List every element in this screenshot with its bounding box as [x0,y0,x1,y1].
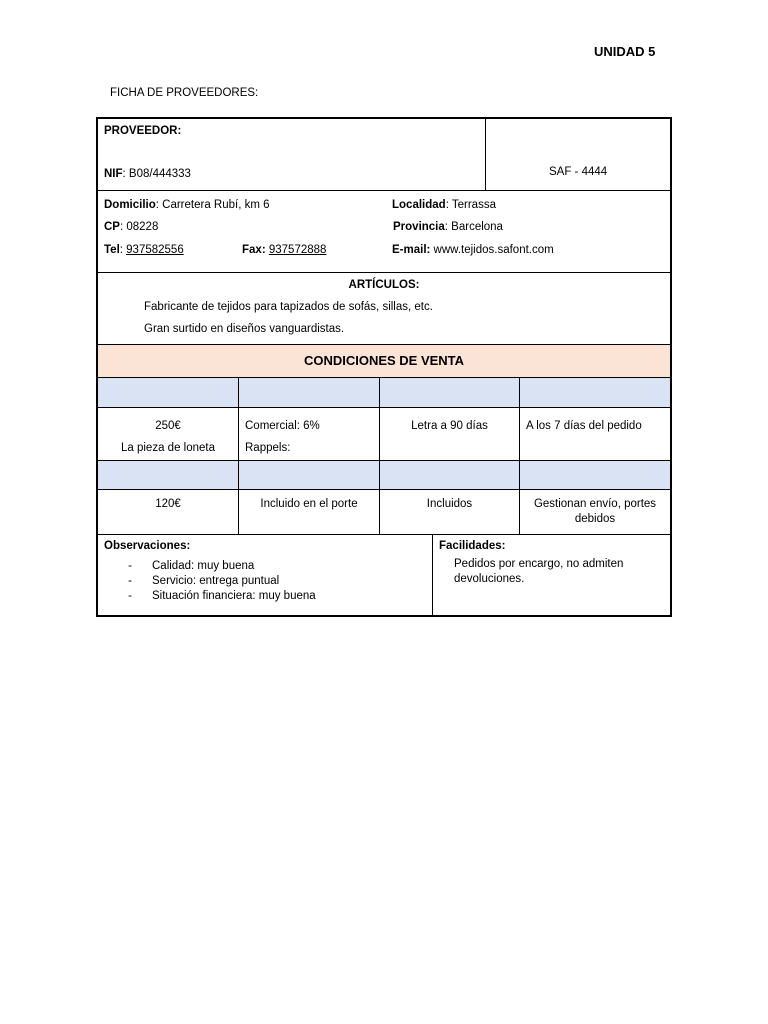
localidad-value: : Terrassa [445,199,496,211]
shipping-value: Gestionan envío, portes debidos [533,498,657,525]
payment-value: Letra a 90 días [411,420,488,432]
empty-cell [520,378,670,407]
empty-cell [239,461,380,489]
bullet-dash: - [128,590,132,602]
observation-text: Situación financiera: muy buena [152,590,316,602]
conditions-header-row-2 [98,461,670,490]
delivery-cell [520,408,670,460]
included-value: Incluidos [426,498,473,510]
observations-list [104,559,316,604]
price-note: La pieza de loneta [121,442,215,454]
list-item [104,574,316,589]
divider [432,535,433,615]
discount-rappels: Rappels: [245,442,291,454]
fax-label: Fax: [242,244,266,256]
observation-text: Servicio: entrega puntual [152,575,280,587]
empty-cell [239,378,380,407]
articles-row [98,273,670,345]
delivery-value: A los 7 días del pedido [526,420,642,432]
facilities-label: Facilidades: [439,540,506,552]
localidad-field [392,199,496,211]
tel-field [104,244,184,256]
tel-value: 937582556 [126,244,184,256]
conditions-row-1 [98,408,670,461]
empty-cell [98,461,239,489]
email-label: E-mail: [392,244,431,256]
list-item [104,589,316,604]
included-cell [380,490,520,534]
price-cell-text [98,415,238,459]
articles-label: ARTÍCULOS: [348,279,420,291]
discount-cell-text [239,415,379,459]
nif-label: NIF [104,168,123,180]
facilities-text: Pedidos por encargo, no admiten devoluciones. [454,558,624,585]
tel-separator: : [119,244,127,256]
nif-value: : B08/444333 [122,168,191,180]
notes-row [98,535,670,615]
transport-cell [239,490,380,534]
divider [485,119,486,190]
price-value: 120€ [155,498,181,510]
conditions-header-row-1 [98,378,670,408]
form-heading: FICHA DE PROVEEDORES: [110,87,259,99]
fax-value: 937572888 [268,244,327,256]
nif-field [104,168,191,180]
cp-field [104,221,158,233]
supplier-form [96,117,672,617]
bullet-dash: - [128,575,132,587]
observation-text: Calidad: muy buena [152,560,255,572]
shipping-cell [520,490,670,534]
conditions-row-2 [98,490,670,535]
fax-field [242,244,326,256]
domicilio-value: : Carretera Rubí, km 6 [155,199,270,211]
discount-cell [239,408,380,460]
cp-value: : 08228 [119,221,159,233]
domicilio-field [104,199,270,211]
address-row [98,191,670,273]
supplier-row [98,119,670,191]
transport-value: Incluido en el porte [260,498,358,510]
email-field [392,244,554,256]
observations-label: Observaciones: [104,540,191,552]
price-cell [98,408,239,460]
supplier-code: SAF - 4444 [549,166,608,178]
cp-label: CP [104,221,120,233]
provincia-field [393,221,503,233]
articles-line-1: Fabricante de tejidos para tapizados de sofás, sillas, etc. [144,301,433,313]
empty-cell [380,461,520,489]
price-cell [98,490,239,534]
list-item [104,559,316,574]
empty-cell [520,461,670,489]
localidad-label: Localidad [392,199,446,211]
email-value: www.tejidos.safont.com [430,244,554,256]
articles-line-2: Gran surtido en diseños vanguardistas. [144,323,345,335]
unit-title: UNIDAD 5 [594,44,656,59]
conditions-title: CONDICIONES DE VENTA [98,345,670,378]
tel-label: Tel [104,244,120,256]
empty-cell [98,378,239,407]
provincia-label: Provincia [393,221,445,233]
empty-cell [380,378,520,407]
supplier-label: PROVEEDOR: [104,125,182,137]
domicilio-label: Domicilio [104,199,156,211]
provincia-value: : Barcelona [444,221,503,233]
bullet-dash: - [128,560,132,572]
discount-commercial: Comercial: 6% [245,420,320,432]
payment-cell [380,408,520,460]
price-value: 250€ [155,420,181,432]
